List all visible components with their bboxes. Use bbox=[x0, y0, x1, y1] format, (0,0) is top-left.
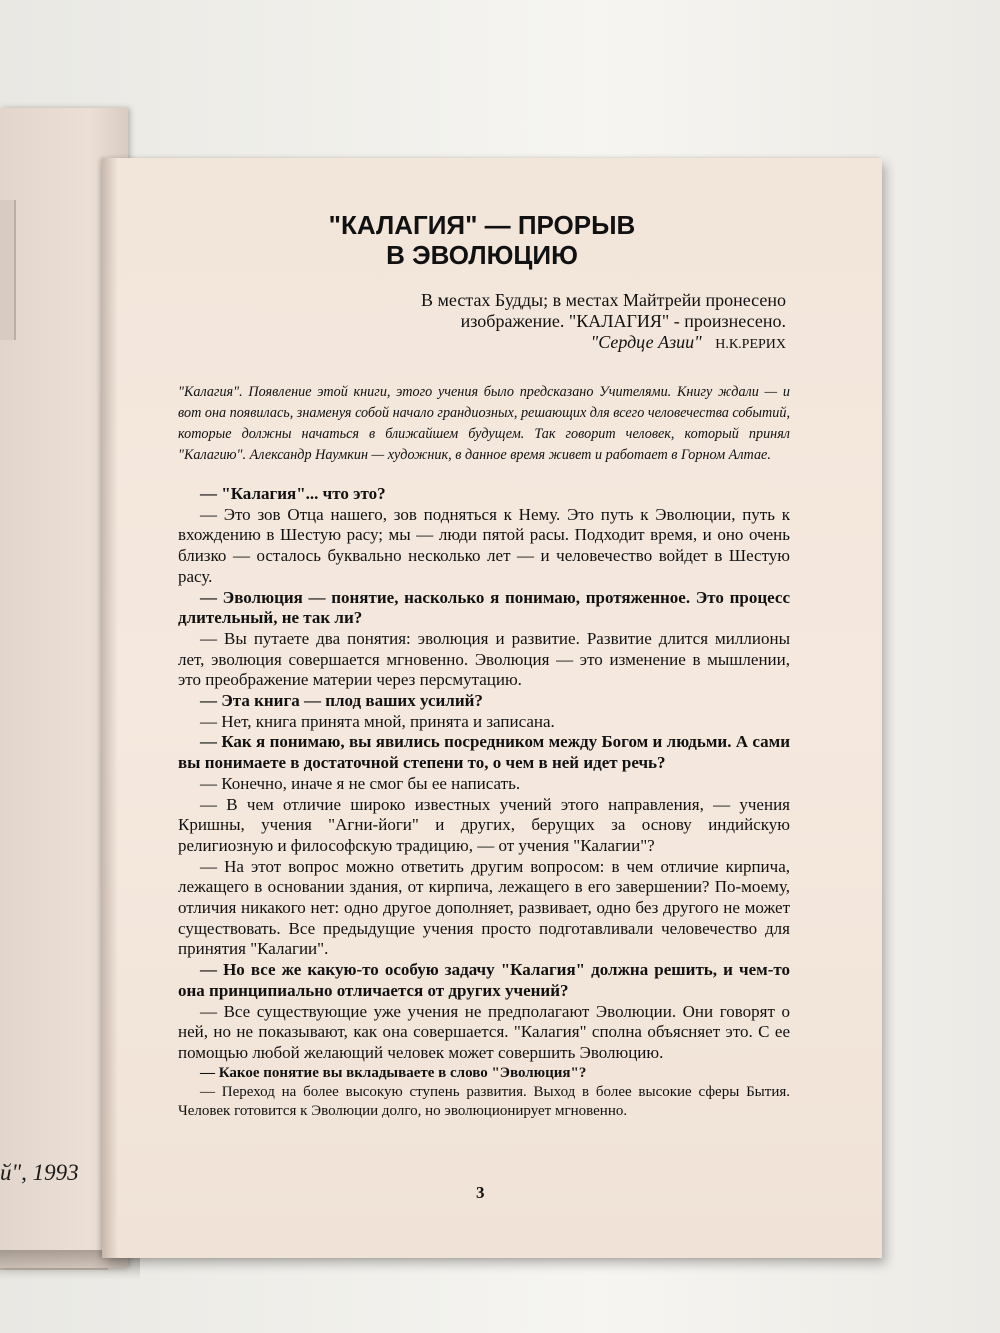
answer: — Это зов Отца нашего, зов подняться к Нему. Это путь к Эволюции, путь к вхождению в Шестую расу; мы — люди пятой расы. Подходит время, и оно очень близко — осталось буквально несколько лет — и человечество войдет в Шестую расу. bbox=[178, 504, 790, 586]
epigraph-author: Н.К.РЕРИХ bbox=[715, 337, 786, 352]
intro-paragraph: "Калагия". Появление этой книги, этого учения было предсказано Учителями. Книгу ждали — и вот она появилась, знаменуя собой начало грандиозных, решающих для всего человечества событий, которые должны начаться в ближайшем будущем. Так говорит человек, который принял "Калагию". Александр Наумкин — художник, в данное время живет и работает в Горном Алтае. bbox=[178, 384, 790, 463]
epigraph bbox=[216, 290, 786, 355]
left-page-edge-mark bbox=[0, 200, 16, 340]
heading bbox=[178, 210, 786, 270]
epigraph-line-2: изображение. "КАЛАГИЯ" - произнесено. bbox=[460, 311, 786, 331]
epigraph-line-1: В местах Будды; в местах Майтрейи пронесено bbox=[421, 290, 786, 310]
answer: — Конечно, иначе я не смог бы ее написать. bbox=[200, 773, 521, 793]
answer: — Вы путаете два понятия: эволюция и развитие. Развитие длится миллионы лет, эволюция совершается мгновенно. Эволюция — это изменение в мышлении, это преображение материи через персмутацию. bbox=[178, 628, 790, 690]
question: — В чем отличие широко известных учений этого направления, — учения Кришны, учения "Агни-йоги" и других, берущих за основу индийскую религиозную и философскую традицию, — от учения "Калагии"? bbox=[178, 794, 790, 855]
epigraph-attribution bbox=[216, 332, 786, 355]
question: — Какое понятие вы вкладываете в слово "Эволюция"? bbox=[200, 1064, 587, 1081]
question: — Эта книга — плод ваших усилий? bbox=[200, 691, 483, 711]
left-page-year: й", 1993 bbox=[0, 1160, 79, 1185]
answer: — Все существующие уже учения не предполагают Эволюции. Они говорят о ней, но не показывают, как она совершается. "Калагия" сполна объясняет это. С ее помощью любой желающий человек может совершить Эволюцию. bbox=[178, 1001, 790, 1062]
answer: — Переход на более высокую ступень развития. Выход в более высокие сферы Бытия. Человек готовится к Эволюции долго, но эволюционирует мгновенно. bbox=[178, 1083, 790, 1119]
question: — Эволюция — понятие, насколько я понимаю, протяженное. Это процесс длительный, не так ли? bbox=[178, 587, 790, 628]
epigraph-source: "Сердце Азии" bbox=[590, 332, 702, 352]
question: — "Калагия"... что это? bbox=[200, 484, 386, 503]
page-spine-shadow bbox=[102, 158, 118, 1258]
interview-text bbox=[178, 484, 790, 1121]
question: — Но все же какую-то особую задачу "Калагия" должна решить, и чем-то она принципиально отличается от других учений? bbox=[178, 960, 790, 1000]
page-title-line-2: В ЭВОЛЮЦИЮ bbox=[386, 240, 578, 270]
answer: — Нет, книга принята мной, принята и записана. bbox=[200, 711, 555, 731]
question: — Как я понимаю, вы явились посредником между Богом и людьми. А сами вы понимаете в достаточной степени то, о чем в ней идет речь? bbox=[178, 732, 790, 773]
answer: — На этот вопрос можно ответить другим вопросом: в чем отличие кирпича, лежащего в основании здания, от кирпича, лежащего в его завершении? По-моему, отличия никакого нет: одно другое дополняет, развивает, одно без другого не может существовать. Все предыдущие учения просто подготавливали человечество для принятия "Калагии". bbox=[178, 856, 790, 959]
page-title-line-1: "КАЛАГИЯ" — ПРОРЫВ bbox=[328, 210, 636, 240]
page-number: 3 bbox=[476, 1183, 485, 1202]
